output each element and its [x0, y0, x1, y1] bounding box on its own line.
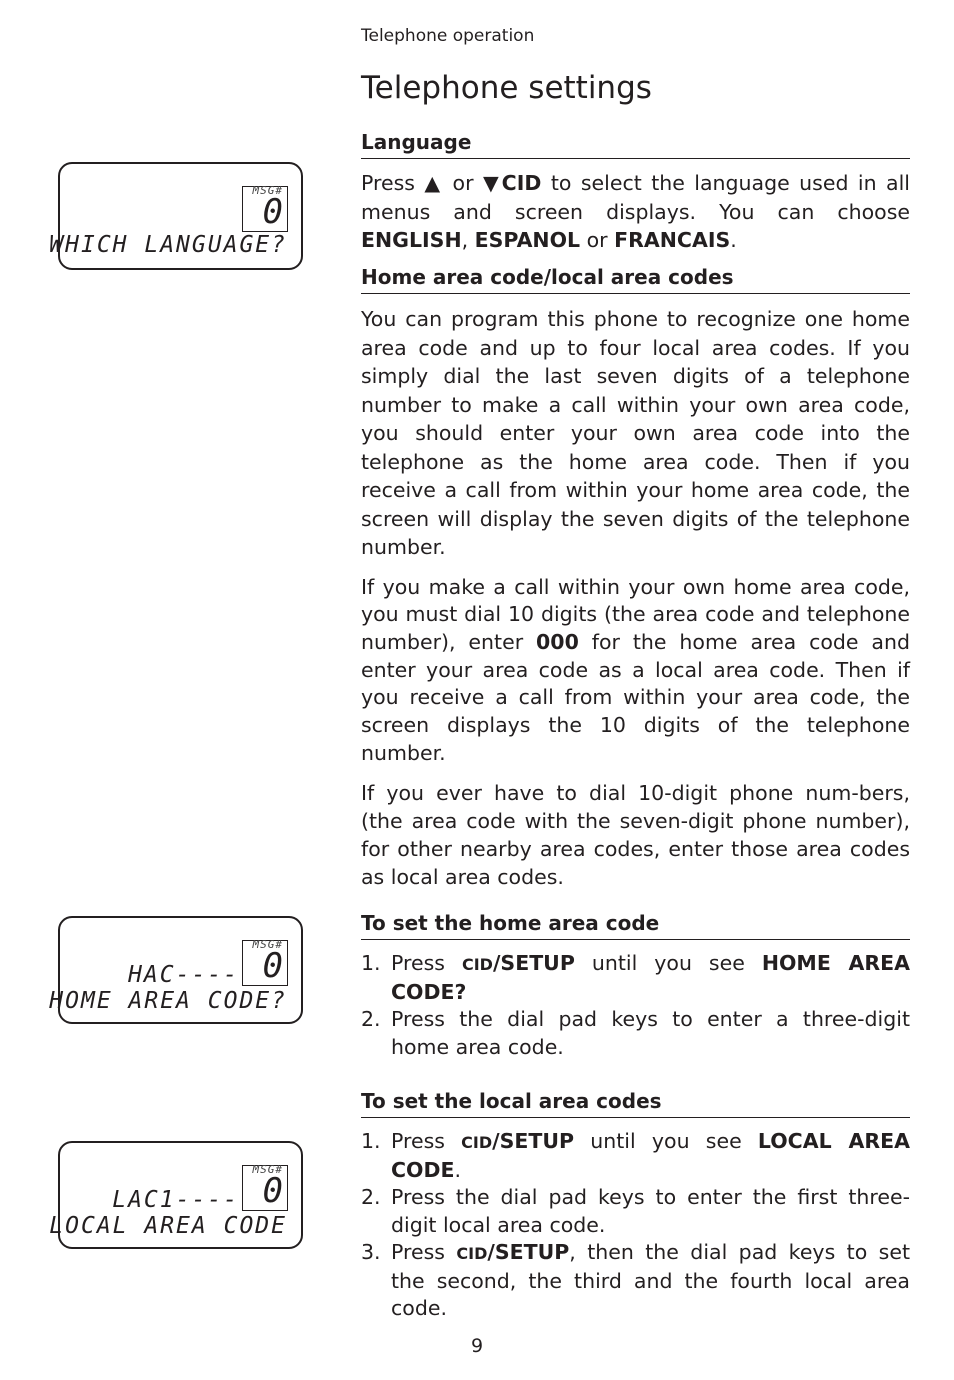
message-counter-value: 0 — [262, 946, 283, 986]
language-paragraph: Press ▲ or ▼CID to select the language used in all menus and screen displays. You can choose ENGLISH, ESPANOL or FRANCAIS. — [361, 171, 910, 252]
local-codes-section — [361, 1089, 910, 1323]
list-item: 1. Press CID/SETUP until you see HOME AREA CODE? — [361, 951, 910, 1004]
area-codes-heading: Home area code/local area codes — [361, 265, 910, 294]
area-codes-paragraph-3: If you ever have to dial 10-digit phone num-bers, (the area code with the seven-digit phone number), for other nearby area codes, enter those area codes as local area codes. — [361, 781, 910, 889]
list-item: 3. Press CID/SETUP, then the dial pad keys to set the second, the third and the fourth local area code. — [361, 1240, 910, 1320]
language-section — [361, 130, 910, 255]
area-codes-section — [361, 265, 910, 891]
home-code-section — [361, 911, 910, 1061]
lcd-line-2: WHICH LANGUAGE? — [49, 232, 287, 258]
home-code-heading: To set the home area code — [361, 911, 910, 940]
down-arrow-icon: ▼ — [482, 171, 502, 195]
message-counter-label: MSG# — [252, 1163, 283, 1176]
list-item: 1. Press CID/SETUP until you see LOCAL AREA CODE. — [361, 1129, 910, 1182]
lcd-line-1: HAC---- — [128, 962, 239, 988]
lcd-line-2: HOME AREA CODE? — [49, 988, 287, 1014]
section-label: Telephone operation — [361, 26, 535, 46]
area-codes-paragraph-1: You can program this phone to recognize one home area code and up to four local area codes. If you simply dial the last seven digits of a telephone number to make a call within your own area code, you should enter your own area code into the telephone as the home area code. Then if you receive a call from within your home area code, the screen will display the seven digits of the telephone number. — [361, 307, 910, 559]
home-code-steps — [361, 950, 910, 1061]
message-counter-label: MSG# — [252, 938, 283, 951]
message-counter-label: MSG# — [252, 184, 283, 197]
lcd-display-home-area-code — [49, 916, 303, 1024]
local-codes-heading: To set the local area codes — [361, 1089, 910, 1118]
list-item: 2. Press the dial pad keys to enter the first three-digit local area code. — [361, 1185, 910, 1237]
list-item: 2. Press the dial pad keys to enter a three-digit home area code. — [361, 1007, 910, 1059]
message-counter-value: 0 — [262, 1171, 283, 1211]
local-codes-steps — [361, 1128, 910, 1323]
message-counter-value: 0 — [262, 192, 283, 232]
lcd-line-1: LAC1---- — [112, 1187, 239, 1213]
lcd-display-language — [49, 162, 303, 270]
lcd-line-2: LOCAL AREA CODE — [49, 1213, 287, 1239]
page-title: Telephone settings — [361, 70, 652, 106]
area-codes-paragraph-2: If you make a call within your own home area code, you must dial 10 digits (the area code and telephone number), enter 000 for the home area code and enter your area code as a local area code. Then if you receive a call from within your area code, the screen displays the 10 digits of the telephone number. — [361, 574, 910, 765]
language-heading: Language — [361, 130, 910, 159]
page-number: 9 — [470, 1335, 484, 1357]
up-arrow-icon: ▲ — [424, 171, 444, 195]
lcd-display-local-area-code — [49, 1141, 303, 1249]
